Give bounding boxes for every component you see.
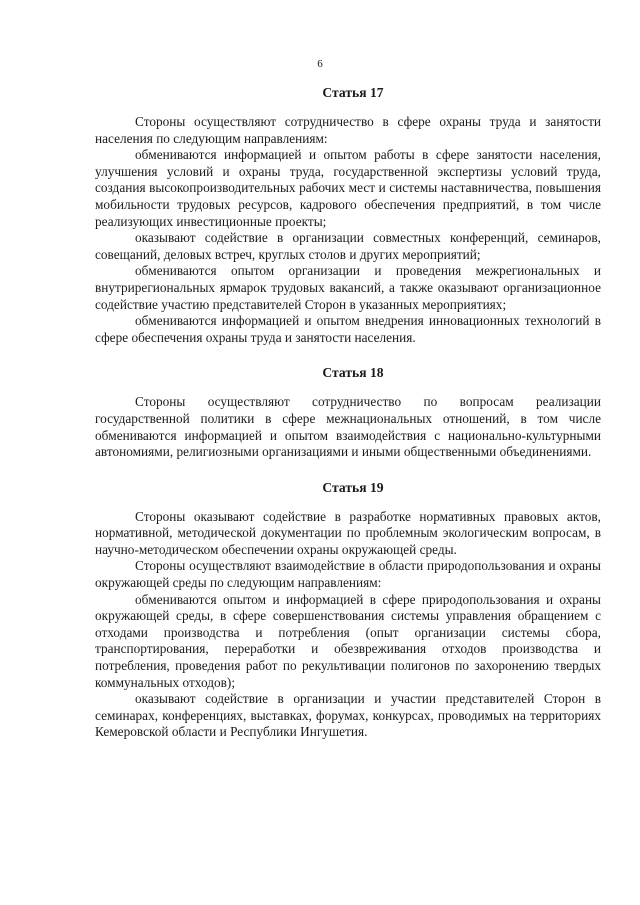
paragraph: Стороны осуществляют сотрудничество по вопросам реализации государственной политики в сфере межнациональных отношений, в том числе обмениваются информацией и опытом взаимодействия с национально-культурными автономиями, религиозными организациями и иными общественными объединениями. (95, 394, 601, 460)
paragraph: обмениваются опытом организации и проведения межрегиональных и внутрирегиональных ярмарок трудовых вакансий, а также оказывают организационное содействие участию представителей Сторон в указанных мероприятиях; (95, 263, 601, 312)
paragraph: обмениваются информацией и опытом работы в сфере занятости населения, улучшения условий и охраны труда, государственной экспертизы условий труда, создания высокопроизводительных рабочих мест и системы наставничества, повышения мобильности трудовых ресурсов, кадрового обеспечения предприятий, в том числе реализующих инвестиционные проекты; (95, 147, 601, 229)
article-19 (95, 479, 601, 741)
article-18 (95, 364, 601, 460)
paragraph: обмениваются опытом и информацией в сфере природопользования и охраны окружающей среды, в сфере совершенствования системы управления обращением с отходами производства и потребления (опыт организации системы сбора, транспортирования, переработки и обезвреживания отходов производства и потребления, проведения работ по рекультивации полигонов по захоронению твердых коммунальных отходов); (95, 591, 601, 690)
paragraph: Стороны оказывают содействие в разработке нормативных правовых актов, нормативной, методической документации по проблемным экологическим вопросам, в научно-методическом обеспечении охраны окружающей среды. (95, 508, 601, 557)
paragraph: обмениваются информацией и опытом внедрения инновационных технологий в сфере обеспечения охраны труда и занятости населения. (95, 313, 601, 345)
paragraph: оказывают содействие в организации совместных конференций, семинаров, совещаний, деловых встреч, круглых столов и других мероприятий; (95, 230, 601, 262)
paragraph: оказывают содействие в организации и участии представителей Сторон в семинарах, конференциях, выставках, форумах, конкурсах, проводимых на территориях Кемеровской области и Республики Ингушетия. (95, 691, 601, 740)
article-title: Статья 18 (322, 365, 384, 381)
article-17 (95, 84, 601, 346)
article-title: Статья 19 (322, 479, 384, 495)
article-title: Статья 17 (322, 85, 384, 100)
document-body (95, 84, 601, 741)
paragraph: Стороны осуществляют взаимодействие в области природопользования и охраны окружающей среды по следующим направлениям: (95, 558, 601, 591)
page-number: 6 (317, 58, 323, 70)
paragraph: Стороны осуществляют сотрудничество в сфере охраны труда и занятости населения по следующим направлениям: (95, 114, 601, 146)
